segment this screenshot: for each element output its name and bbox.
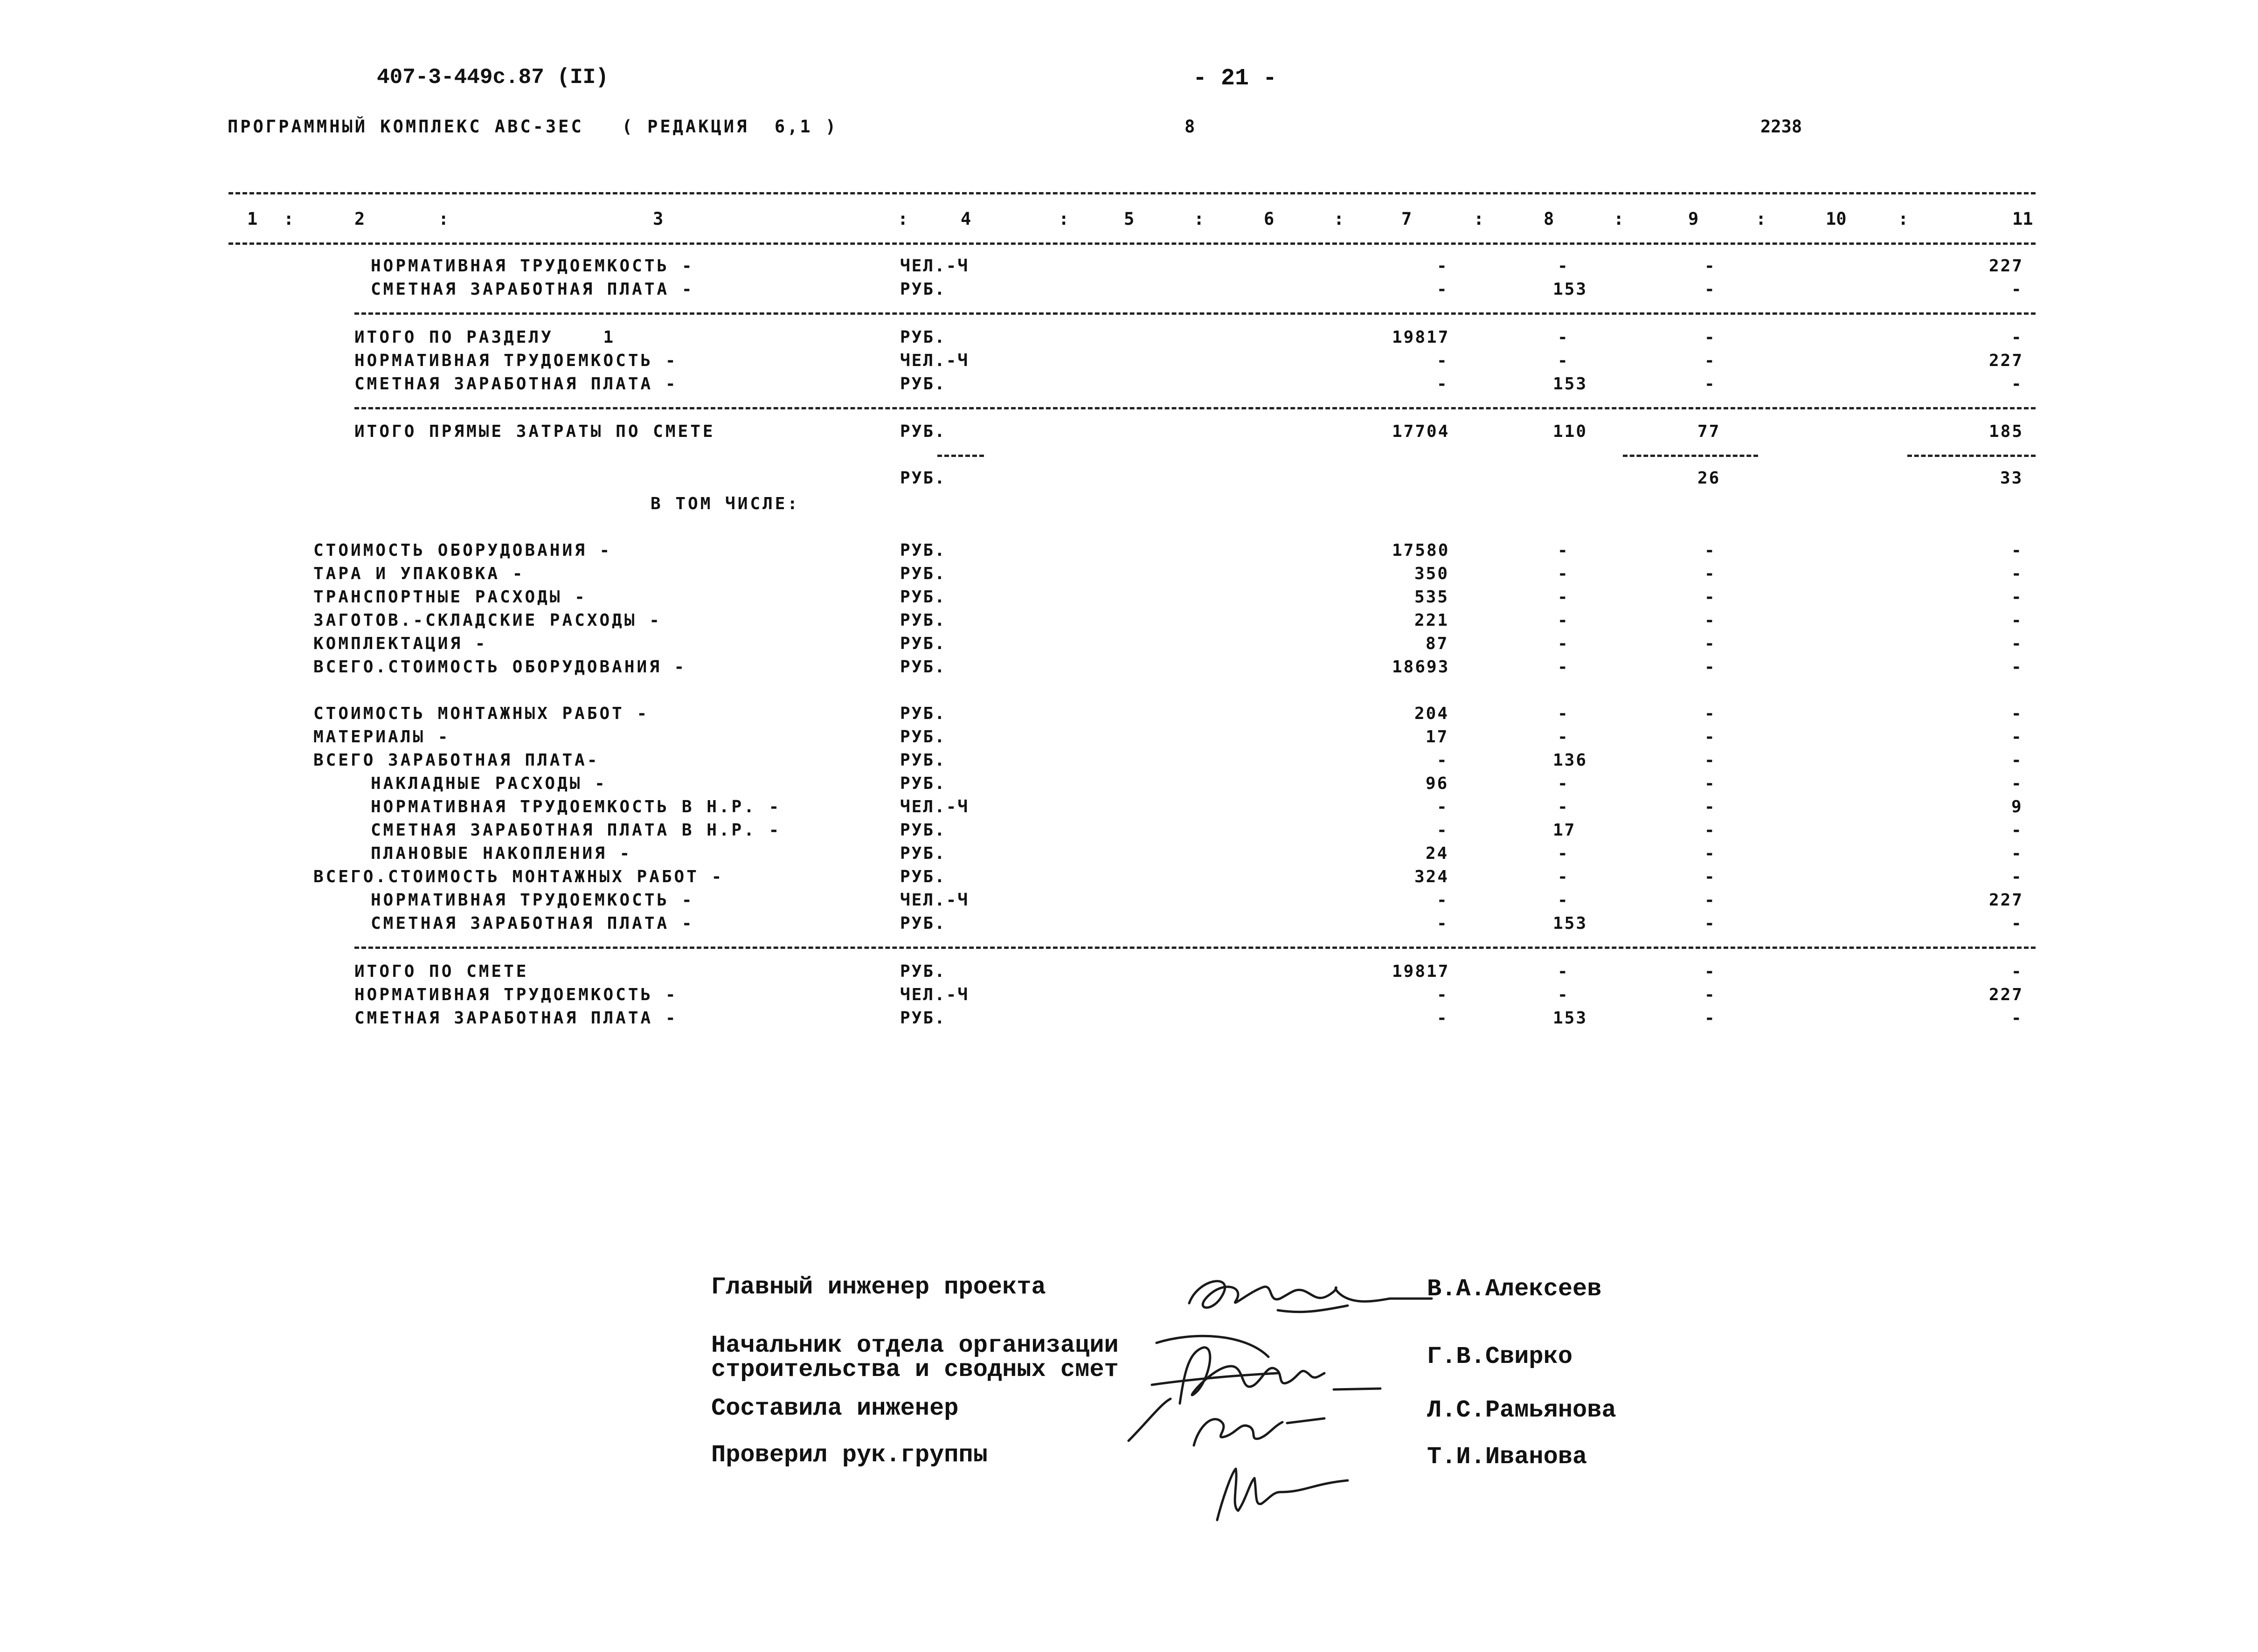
row-label: ИТОГО ПО РАЗДЕЛУ 1 <box>354 328 616 347</box>
signatory-name: Г.В.Свирко <box>1427 1343 1573 1370</box>
column-separator: : <box>1614 209 1624 229</box>
row-col7: 204 <box>1414 704 1449 723</box>
row-unit: РУБ. <box>900 867 946 886</box>
row-unit: РУБ. <box>900 962 946 981</box>
row-label: ВСЕГО.СТОИМОСТЬ ОБОРУДОВАНИЯ - <box>313 657 687 677</box>
row-col11: 227 <box>1989 985 2024 1004</box>
row-col8: - <box>1558 867 1569 886</box>
section-rule <box>354 312 2036 315</box>
row-unit: РУБ. <box>900 280 946 299</box>
row-unit: РУБ. <box>900 328 946 347</box>
row-col9: - <box>1704 797 1716 816</box>
row-label: НОРМАТИВНАЯ ТРУДОЕМКОСТЬ В Н.Р. - <box>371 797 782 816</box>
row-col7: 19817 <box>1392 328 1450 347</box>
row-unit: РУБ. <box>900 611 946 630</box>
row-col11: - <box>2011 914 2023 933</box>
row-col8: - <box>1558 256 1569 276</box>
row-col11: - <box>2011 704 2023 723</box>
row-col11: - <box>2011 328 2023 347</box>
row-unit: ЧЕЛ.-Ч <box>900 351 970 370</box>
row-col11: - <box>2011 962 2023 981</box>
row-col9: - <box>1704 328 1716 347</box>
row-col11: - <box>2011 867 2023 886</box>
row-label: СМЕТНАЯ ЗАРАБОТНАЯ ПЛАТА - <box>371 914 694 933</box>
row-col8: 110 <box>1553 422 1588 441</box>
column-header-5: 5 <box>1124 209 1135 229</box>
column-header-3: 3 <box>653 209 664 229</box>
row-col8: - <box>1558 541 1569 560</box>
signatory-name: В.А.Алексеев <box>1427 1275 1602 1303</box>
row-col9: - <box>1704 1009 1716 1028</box>
column-header-9: 9 <box>1688 209 1699 229</box>
row-unit: РУБ. <box>900 751 946 770</box>
row-col8: 17 <box>1553 821 1576 840</box>
column-header-8: 8 <box>1544 209 1554 229</box>
row-label: МАТЕРИАЛЫ - <box>313 727 450 747</box>
row-unit: РУБ. <box>900 821 946 840</box>
subtotal-rule <box>1907 455 2036 457</box>
row-label: НОРМАТИВНАЯ ТРУДОЕМКОСТЬ - <box>354 985 678 1004</box>
row-unit: РУБ. <box>900 541 946 560</box>
document-code: 2238 <box>1760 117 1802 137</box>
row-col7: 221 <box>1414 611 1449 630</box>
row-label: СМЕТНАЯ ЗАРАБОТНАЯ ПЛАТА В Н.Р. - <box>371 821 782 840</box>
row-unit: РУБ. <box>900 469 946 488</box>
row-label: ТАРА И УПАКОВКА - <box>313 564 525 583</box>
row-col11: - <box>2011 657 2023 677</box>
signatory-name: Т.И.Иванова <box>1427 1443 1587 1471</box>
row-col7: - <box>1437 985 1448 1004</box>
row-label: СТОИМОСТЬ ОБОРУДОВАНИЯ - <box>313 541 612 560</box>
row-col9: - <box>1704 821 1716 840</box>
row-col8: - <box>1558 962 1569 981</box>
row-label: СМЕТНАЯ ЗАРАБОТНАЯ ПЛАТА - <box>354 374 678 394</box>
row-col7: - <box>1437 821 1448 840</box>
row-col8: 153 <box>1553 914 1588 933</box>
header-rule-bottom <box>229 242 2036 245</box>
row-col9: - <box>1704 867 1716 886</box>
row-unit: ЧЕЛ.-Ч <box>900 256 970 276</box>
row-col9: - <box>1704 564 1716 583</box>
row-col7: 19817 <box>1392 962 1450 981</box>
row-label: ТРАНСПОРТНЫЕ РАСХОДЫ - <box>313 588 587 607</box>
row-col8: 153 <box>1553 1009 1588 1028</box>
row-unit: РУБ. <box>900 634 946 653</box>
row-col7: - <box>1437 256 1448 276</box>
row-label: НОРМАТИВНАЯ ТРУДОЕМКОСТЬ - <box>371 891 694 910</box>
section-rule <box>354 407 2036 409</box>
row-col9: - <box>1704 611 1716 630</box>
row-col8: - <box>1558 564 1569 583</box>
column-header-11: 11 <box>2012 209 2033 229</box>
row-col9: - <box>1704 588 1716 607</box>
row-label: СМЕТНАЯ ЗАРАБОТНАЯ ПЛАТА - <box>371 280 694 299</box>
row-col9: - <box>1704 280 1716 299</box>
row-col11: - <box>2011 821 2023 840</box>
signatory-role: Проверил рук.группы <box>711 1441 988 1469</box>
row-col8: - <box>1558 657 1569 677</box>
row-col8: - <box>1558 727 1569 747</box>
row-col11: 185 <box>1989 422 2024 441</box>
row-col8: - <box>1558 588 1569 607</box>
row-col8: - <box>1558 985 1569 1004</box>
column-separator: : <box>898 209 908 229</box>
row-col9: - <box>1704 844 1716 863</box>
signature-alekseev <box>1180 1259 1441 1324</box>
row-col7: - <box>1437 914 1448 933</box>
page-number: - 21 - <box>1193 65 1277 92</box>
row-col8: 153 <box>1553 374 1588 394</box>
row-label: НОРМАТИВНАЯ ТРУДОЕМКОСТЬ - <box>354 351 678 370</box>
row-col8: - <box>1558 891 1569 910</box>
row-unit: ЧЕЛ.-Ч <box>900 985 970 1004</box>
signatory-role: Составила инженер <box>711 1395 959 1422</box>
column-separator: : <box>1756 209 1766 229</box>
row-col11: - <box>2011 751 2023 770</box>
column-header-6: 6 <box>1264 209 1274 229</box>
header-rule-top <box>229 192 2036 194</box>
row-col7: 96 <box>1426 774 1449 793</box>
row-col11: - <box>2011 541 2023 560</box>
row-col9: 77 <box>1697 422 1721 441</box>
row-label: СТОИМОСТЬ МОНТАЖНЫХ РАБОТ - <box>313 704 650 723</box>
row-col7: 24 <box>1426 844 1449 863</box>
row-col7: 535 <box>1414 588 1449 607</box>
row-label: ВСЕГО ЗАРАБОТНАЯ ПЛАТА- <box>313 751 600 770</box>
row-unit: РУБ. <box>900 704 946 723</box>
row-label: ИТОГО ПО СМЕТЕ <box>354 962 529 981</box>
row-col8: - <box>1558 774 1569 793</box>
column-separator: : <box>438 209 449 229</box>
row-label: НОРМАТИВНАЯ ТРУДОЕМКОСТЬ - <box>371 256 694 276</box>
row-unit: РУБ. <box>900 422 946 441</box>
row-col7: - <box>1437 797 1448 816</box>
row-unit: РУБ. <box>900 774 946 793</box>
signature-ramyanova <box>1119 1394 1334 1455</box>
row-unit: ЧЕЛ.-Ч <box>900 797 970 816</box>
row-col7: 324 <box>1414 867 1449 886</box>
row-col9: - <box>1704 751 1716 770</box>
row-label: ЗАГОТОВ.-СКЛАДСКИЕ РАСХОДЫ - <box>313 611 662 630</box>
row-label: КОМПЛЕКТАЦИЯ - <box>313 634 488 653</box>
row-col11: - <box>2011 774 2023 793</box>
row-col8: - <box>1558 704 1569 723</box>
row-col11: 227 <box>1989 891 2024 910</box>
row-col11: - <box>2011 588 2023 607</box>
row-col7: - <box>1437 1009 1448 1028</box>
signatory-role: Начальник отдела организации строительства и сводных смет <box>711 1332 1119 1383</box>
row-unit: РУБ. <box>900 588 946 607</box>
row-col7: 17704 <box>1392 422 1450 441</box>
row-unit: ЧЕЛ.-Ч <box>900 891 970 910</box>
row-col7: 87 <box>1426 634 1449 653</box>
row-col7: 17580 <box>1392 541 1450 560</box>
row-col11: 9 <box>2011 797 2023 816</box>
signature-ivanova <box>1203 1455 1352 1525</box>
row-col9: - <box>1704 774 1716 793</box>
row-unit: РУБ. <box>900 564 946 583</box>
row-col9: 26 <box>1697 469 1721 488</box>
column-header-7: 7 <box>1401 209 1412 229</box>
row-col8: - <box>1558 328 1569 347</box>
row-unit: РУБ. <box>900 914 946 933</box>
row-col9: - <box>1704 891 1716 910</box>
subtotal-rule <box>937 455 984 457</box>
column-header-2: 2 <box>354 209 365 229</box>
row-col11: - <box>2011 844 2023 863</box>
row-col11: - <box>2011 374 2023 394</box>
column-separator: : <box>1898 209 1909 229</box>
row-col8: - <box>1558 351 1569 370</box>
row-col8: - <box>1558 611 1569 630</box>
row-col8: - <box>1558 844 1569 863</box>
row-col9: - <box>1704 634 1716 653</box>
row-col9: - <box>1704 256 1716 276</box>
row-label: ПЛАНОВЫЕ НАКОПЛЕНИЯ - <box>371 844 632 863</box>
row-col11: - <box>2011 634 2023 653</box>
subtotal-rule <box>1623 455 1758 457</box>
row-col11: - <box>2011 280 2023 299</box>
row-col11: 33 <box>2000 469 2023 488</box>
row-col9: - <box>1704 914 1716 933</box>
row-col7: - <box>1437 751 1448 770</box>
column-separator: : <box>1194 209 1205 229</box>
column-separator: : <box>1334 209 1344 229</box>
row-label: СМЕТНАЯ ЗАРАБОТНАЯ ПЛАТА - <box>354 1009 678 1028</box>
row-col7: - <box>1437 280 1448 299</box>
row-label: НАКЛАДНЫЕ РАСХОДЫ - <box>371 774 607 793</box>
row-col9: - <box>1704 374 1716 394</box>
row-label: В ТОМ ЧИСЛЕ: <box>651 494 800 513</box>
row-col9: - <box>1704 727 1716 747</box>
column-separator: : <box>1059 209 1069 229</box>
column-separator: : <box>1474 209 1484 229</box>
row-col11: - <box>2011 727 2023 747</box>
row-col7: 350 <box>1414 564 1449 583</box>
row-col7: - <box>1437 374 1448 394</box>
row-col8: - <box>1558 797 1569 816</box>
row-col9: - <box>1704 704 1716 723</box>
column-header-4: 4 <box>961 209 971 229</box>
column-separator: : <box>284 209 294 229</box>
row-col7: - <box>1437 351 1448 370</box>
row-col8: - <box>1558 634 1569 653</box>
row-unit: РУБ. <box>900 1009 946 1028</box>
row-col11: 227 <box>1989 256 2024 276</box>
signatory-role: Главный инженер проекта <box>711 1273 1046 1301</box>
row-col9: - <box>1704 541 1716 560</box>
signatory-name: Л.С.Рамьянова <box>1427 1396 1616 1424</box>
row-col9: - <box>1704 351 1716 370</box>
program-title: ПРОГРАММНЫЙ КОМПЛЕКС АВС-ЗЕС ( РЕДАКЦИЯ 6,1 ) <box>228 117 838 137</box>
row-unit: РУБ. <box>900 727 946 747</box>
row-col11: - <box>2011 1009 2023 1028</box>
row-unit: РУБ. <box>900 374 946 394</box>
row-col9: - <box>1704 962 1716 981</box>
column-header-1: 1 <box>247 209 258 229</box>
row-col7: - <box>1437 891 1448 910</box>
row-col8: 153 <box>1553 280 1588 299</box>
row-label: ВСЕГО.СТОИМОСТЬ МОНТАЖНЫХ РАБОТ - <box>313 867 724 886</box>
page-mark: 8 <box>1184 117 1195 137</box>
row-col7: 18693 <box>1392 657 1450 677</box>
row-col9: - <box>1704 985 1716 1004</box>
row-unit: РУБ. <box>900 657 946 677</box>
row-label: ИТОГО ПРЯМЫЕ ЗАТРАТЫ ПО СМЕТЕ <box>354 422 715 441</box>
row-col9: - <box>1704 657 1716 677</box>
document-number: 407-3-449с.87 (II) <box>377 65 609 90</box>
row-col11: 227 <box>1989 351 2024 370</box>
section-rule <box>354 947 2036 949</box>
row-col11: - <box>2011 611 2023 630</box>
row-unit: РУБ. <box>900 844 946 863</box>
column-header-10: 10 <box>1826 209 1847 229</box>
row-col8: 136 <box>1553 751 1588 770</box>
row-col11: - <box>2011 564 2023 583</box>
row-col7: 17 <box>1426 727 1449 747</box>
